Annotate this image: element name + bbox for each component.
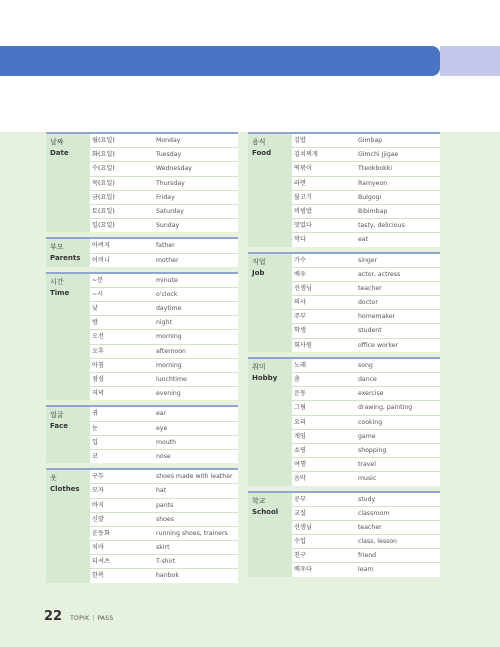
english-meaning: shopping bbox=[358, 446, 387, 454]
vocab-row bbox=[292, 359, 440, 373]
vocab-row bbox=[292, 134, 440, 148]
english-meaning: Gimbap bbox=[358, 137, 383, 144]
vocab-row bbox=[90, 302, 238, 316]
english-meaning: Bibimbap bbox=[358, 207, 388, 215]
vocab-row bbox=[90, 316, 238, 330]
vocab-row bbox=[90, 345, 238, 359]
vocab-row bbox=[292, 507, 440, 521]
vocab-row bbox=[90, 330, 238, 344]
korean-word: 티셔츠 bbox=[92, 558, 110, 566]
vocab-row bbox=[292, 493, 440, 507]
english-meaning: Bulgogi bbox=[358, 193, 382, 201]
vocab-row bbox=[292, 148, 440, 162]
english-meaning: cooking bbox=[358, 418, 383, 426]
vocab-row bbox=[90, 254, 238, 267]
english-meaning: office worker bbox=[358, 341, 399, 349]
korean-word: 월(요일) bbox=[92, 137, 115, 144]
category-english: Food bbox=[252, 149, 272, 157]
category-cell bbox=[248, 493, 292, 577]
vocab-group bbox=[46, 237, 238, 266]
korean-word: 춤 bbox=[294, 376, 300, 383]
english-meaning: Sunday bbox=[156, 222, 180, 230]
english-meaning: shoes made with leather bbox=[156, 473, 233, 481]
korean-word: 쇼핑 bbox=[294, 446, 306, 454]
vocab-row bbox=[292, 162, 440, 176]
vocab-row bbox=[292, 458, 440, 472]
korean-word: 의사 bbox=[294, 299, 306, 307]
korean-word: 치마 bbox=[92, 544, 104, 552]
category-cell bbox=[46, 134, 90, 232]
english-meaning: afternoon bbox=[156, 347, 186, 355]
english-meaning: Monday bbox=[156, 137, 181, 144]
vocab-row bbox=[90, 436, 238, 450]
korean-word: 오전 bbox=[92, 333, 104, 341]
category-korean: 옷 bbox=[50, 474, 57, 483]
korean-word: 운동화 bbox=[92, 529, 110, 537]
korean-word: ~분 bbox=[92, 276, 104, 284]
vocab-list bbox=[90, 407, 238, 463]
korean-word: 금(요일) bbox=[92, 193, 115, 201]
vocab-row bbox=[292, 310, 440, 324]
vocab-group bbox=[248, 132, 440, 247]
vocab-row bbox=[90, 219, 238, 232]
footer-label: PASS bbox=[97, 615, 114, 622]
category-english: Date bbox=[50, 149, 69, 157]
category-cell bbox=[46, 274, 90, 401]
english-meaning: Wednesday bbox=[156, 165, 192, 173]
vocab-row bbox=[90, 513, 238, 527]
vocab-row bbox=[292, 549, 440, 563]
english-meaning: actor, actress bbox=[358, 270, 401, 278]
english-meaning: tasty, delicious bbox=[358, 222, 405, 230]
korean-word: 목(요일) bbox=[92, 179, 115, 187]
vocab-row bbox=[292, 416, 440, 430]
english-meaning: pants bbox=[156, 501, 174, 509]
english-meaning: Saturday bbox=[156, 207, 184, 215]
english-meaning: Thursday bbox=[156, 179, 185, 187]
category-english: Clothes bbox=[50, 485, 80, 494]
korean-word: 공부 bbox=[294, 495, 306, 503]
vocab-row bbox=[90, 541, 238, 555]
korean-word: ~시 bbox=[92, 290, 104, 298]
english-meaning: exercise bbox=[358, 390, 384, 398]
korean-word: 구두 bbox=[92, 473, 104, 481]
footer-brand: TOPIK bbox=[70, 615, 90, 622]
korean-word: 선생님 bbox=[294, 523, 312, 531]
category-korean: 학교 bbox=[252, 496, 266, 505]
english-meaning: music bbox=[358, 475, 377, 483]
english-meaning: mother bbox=[156, 256, 179, 264]
vocab-row bbox=[90, 470, 238, 484]
vocab-row bbox=[292, 177, 440, 191]
vocab-row bbox=[292, 254, 440, 268]
korean-word: 아침 bbox=[92, 361, 104, 369]
vocab-row bbox=[292, 563, 440, 576]
category-korean: 시간 bbox=[50, 277, 64, 286]
korean-word: 낮 bbox=[92, 305, 98, 313]
vocab-row bbox=[90, 148, 238, 162]
english-meaning: evening bbox=[156, 390, 181, 398]
category-cell bbox=[46, 407, 90, 463]
korean-word: 선생님 bbox=[294, 284, 312, 292]
korean-word: 요리 bbox=[294, 418, 306, 426]
vocab-row bbox=[292, 373, 440, 387]
vocab-row bbox=[292, 268, 440, 282]
vocab-row bbox=[292, 535, 440, 549]
korean-word: 수업 bbox=[294, 538, 306, 546]
english-meaning: class, lesson bbox=[358, 538, 397, 546]
korean-word: 가수 bbox=[294, 256, 306, 264]
vocab-row bbox=[292, 191, 440, 205]
vocab-row bbox=[90, 387, 238, 400]
vocab-row bbox=[90, 162, 238, 176]
category-korean: 날짜 bbox=[50, 138, 64, 146]
category-english: Hobby bbox=[252, 373, 278, 382]
vocab-row bbox=[292, 339, 440, 352]
korean-word: 배우 bbox=[294, 270, 306, 278]
page-number: 22 bbox=[44, 609, 63, 624]
english-meaning: daytime bbox=[156, 305, 182, 313]
category-cell bbox=[248, 134, 292, 247]
vocab-row bbox=[90, 499, 238, 513]
korean-word: 토(요일) bbox=[92, 207, 115, 215]
english-meaning: classroom bbox=[358, 509, 390, 517]
vocab-group bbox=[46, 405, 238, 463]
category-english: Face bbox=[50, 422, 68, 431]
footer-separator: | bbox=[92, 615, 95, 622]
vocab-row bbox=[292, 387, 440, 401]
korean-word: 김밥 bbox=[294, 137, 306, 144]
english-meaning: eat bbox=[358, 236, 369, 244]
korean-word: 여행 bbox=[294, 461, 306, 469]
english-meaning: study bbox=[358, 495, 376, 503]
english-meaning: teacher bbox=[358, 284, 382, 292]
korean-word: 회사원 bbox=[294, 341, 312, 349]
vocab-row bbox=[292, 296, 440, 310]
korean-word: 귀 bbox=[92, 410, 98, 418]
vocab-list bbox=[292, 134, 440, 247]
english-meaning: running shoes, trainers bbox=[156, 529, 228, 537]
vocab-row bbox=[90, 177, 238, 191]
header-bar bbox=[0, 46, 440, 76]
vocab-group bbox=[248, 357, 440, 486]
vocab-row bbox=[292, 219, 440, 233]
category-english: Job bbox=[252, 268, 265, 277]
korean-word: 음악 bbox=[294, 475, 306, 483]
english-meaning: father bbox=[156, 242, 175, 250]
english-meaning: singer bbox=[358, 256, 378, 264]
vocab-group bbox=[46, 468, 238, 583]
vocab-row bbox=[90, 569, 238, 582]
vocab-list bbox=[90, 470, 238, 583]
english-meaning: homemaker bbox=[358, 313, 396, 321]
korean-word: 저녁 bbox=[92, 390, 104, 398]
vocab-group bbox=[46, 272, 238, 401]
vocab-list bbox=[90, 239, 238, 266]
vocab-group bbox=[248, 252, 440, 352]
vocab-row bbox=[292, 205, 440, 219]
vocab-row bbox=[90, 527, 238, 541]
korean-word: 운동 bbox=[294, 390, 306, 398]
english-meaning: eye bbox=[156, 424, 168, 432]
vocab-row bbox=[90, 239, 238, 253]
vocab-row bbox=[292, 282, 440, 296]
vocab-row bbox=[90, 484, 238, 498]
vocab-list bbox=[90, 274, 238, 401]
vocab-row bbox=[90, 450, 238, 463]
vocab-list bbox=[292, 254, 440, 352]
vocab-list bbox=[292, 493, 440, 577]
english-meaning: learn bbox=[358, 566, 374, 574]
vocab-row bbox=[90, 274, 238, 288]
english-meaning: shoes bbox=[156, 515, 174, 523]
korean-word: 비빔밥 bbox=[294, 207, 312, 215]
english-meaning: minute bbox=[156, 276, 178, 284]
vocab-row bbox=[292, 430, 440, 444]
english-meaning: song bbox=[358, 361, 373, 369]
korean-word: 교실 bbox=[294, 509, 306, 517]
vocab-group bbox=[46, 132, 238, 232]
english-meaning: T-shirt bbox=[156, 558, 176, 566]
vocab-row bbox=[90, 134, 238, 148]
vocab-column-left bbox=[46, 132, 238, 588]
category-cell bbox=[248, 359, 292, 486]
korean-word: 아버지 bbox=[92, 242, 110, 250]
header-accent-bar bbox=[440, 46, 500, 76]
korean-word: 떡볶이 bbox=[294, 165, 312, 173]
korean-word: 한복 bbox=[92, 572, 104, 580]
english-meaning: morning bbox=[156, 361, 182, 369]
vocab-list bbox=[90, 134, 238, 232]
vocab-list bbox=[292, 359, 440, 486]
english-meaning: night bbox=[156, 319, 172, 327]
category-cell bbox=[46, 470, 90, 583]
english-meaning: Ramyeon bbox=[358, 179, 388, 187]
vocab-row bbox=[90, 359, 238, 373]
vocab-row bbox=[90, 373, 238, 387]
category-english: Parents bbox=[50, 254, 81, 263]
korean-word: 수(요일) bbox=[92, 165, 115, 173]
category-korean: 음식 bbox=[252, 138, 266, 146]
english-meaning: mouth bbox=[156, 438, 177, 446]
english-meaning: morning bbox=[156, 333, 182, 341]
korean-word: 밤 bbox=[92, 319, 98, 327]
korean-word: 먹다 bbox=[294, 236, 306, 244]
vocab-row bbox=[292, 401, 440, 415]
category-korean: 부모 bbox=[50, 243, 64, 252]
vocab-row bbox=[292, 324, 440, 338]
vocab-column-right bbox=[248, 132, 440, 582]
page-footer bbox=[44, 609, 114, 624]
korean-word: 모자 bbox=[92, 487, 104, 495]
english-meaning: Gimchi Jjigae bbox=[358, 151, 399, 159]
english-meaning: hat bbox=[156, 487, 167, 495]
category-korean: 취미 bbox=[252, 362, 266, 371]
english-meaning: drawing, painting bbox=[358, 404, 413, 412]
korean-word: 그림 bbox=[294, 404, 306, 412]
english-meaning: teacher bbox=[358, 523, 382, 531]
vocab-row bbox=[90, 422, 238, 436]
vocab-row bbox=[292, 444, 440, 458]
vocab-row bbox=[90, 191, 238, 205]
english-meaning: dance bbox=[358, 376, 377, 383]
korean-word: 맛있다 bbox=[294, 222, 312, 230]
english-meaning: Friday bbox=[156, 193, 175, 201]
korean-word: 친구 bbox=[294, 552, 306, 560]
vocab-row bbox=[90, 555, 238, 569]
english-meaning: Tteokbokki bbox=[358, 165, 392, 173]
korean-word: 입 bbox=[92, 438, 98, 446]
english-meaning: Tuesday bbox=[156, 151, 182, 159]
category-english: Time bbox=[50, 288, 70, 297]
korean-word: 노래 bbox=[294, 361, 306, 369]
category-english: School bbox=[252, 507, 279, 516]
korean-word: 라면 bbox=[294, 179, 306, 187]
english-meaning: o'clock bbox=[156, 290, 178, 298]
vocab-row bbox=[292, 521, 440, 535]
category-korean: 얼굴 bbox=[50, 411, 64, 420]
english-meaning: friend bbox=[358, 552, 377, 560]
english-meaning: student bbox=[358, 327, 382, 335]
korean-word: 주부 bbox=[294, 313, 306, 321]
korean-word: 불고기 bbox=[294, 193, 312, 201]
english-meaning: hanbok bbox=[156, 572, 179, 580]
vocab-row bbox=[90, 205, 238, 219]
category-cell bbox=[248, 254, 292, 352]
korean-word: 김치찌개 bbox=[294, 151, 318, 159]
vocab-row bbox=[292, 233, 440, 246]
korean-word: 학생 bbox=[294, 327, 306, 335]
korean-word: 오후 bbox=[92, 347, 104, 355]
korean-word: 화(요일) bbox=[92, 151, 115, 159]
korean-word: 게임 bbox=[294, 432, 306, 440]
korean-word: 코 bbox=[92, 452, 98, 460]
english-meaning: skirt bbox=[156, 544, 170, 552]
english-meaning: lunchtime bbox=[156, 376, 187, 383]
english-meaning: ear bbox=[156, 410, 167, 418]
english-meaning: travel bbox=[358, 461, 376, 469]
english-meaning: game bbox=[358, 432, 376, 440]
category-korean: 직업 bbox=[252, 257, 266, 266]
korean-word: 점심 bbox=[92, 376, 104, 383]
vocab-row bbox=[90, 407, 238, 421]
korean-word: 배우다 bbox=[294, 566, 312, 574]
korean-word: 눈 bbox=[92, 424, 98, 432]
vocab-group bbox=[248, 491, 440, 577]
english-meaning: doctor bbox=[358, 299, 378, 307]
english-meaning: nose bbox=[156, 452, 171, 460]
korean-word: 어머니 bbox=[92, 256, 110, 264]
vocab-row bbox=[90, 288, 238, 302]
korean-word: 바지 bbox=[92, 501, 104, 509]
korean-word: 일(요일) bbox=[92, 222, 115, 230]
category-cell bbox=[46, 239, 90, 266]
korean-word: 신발 bbox=[92, 515, 104, 523]
vocab-row bbox=[292, 472, 440, 485]
